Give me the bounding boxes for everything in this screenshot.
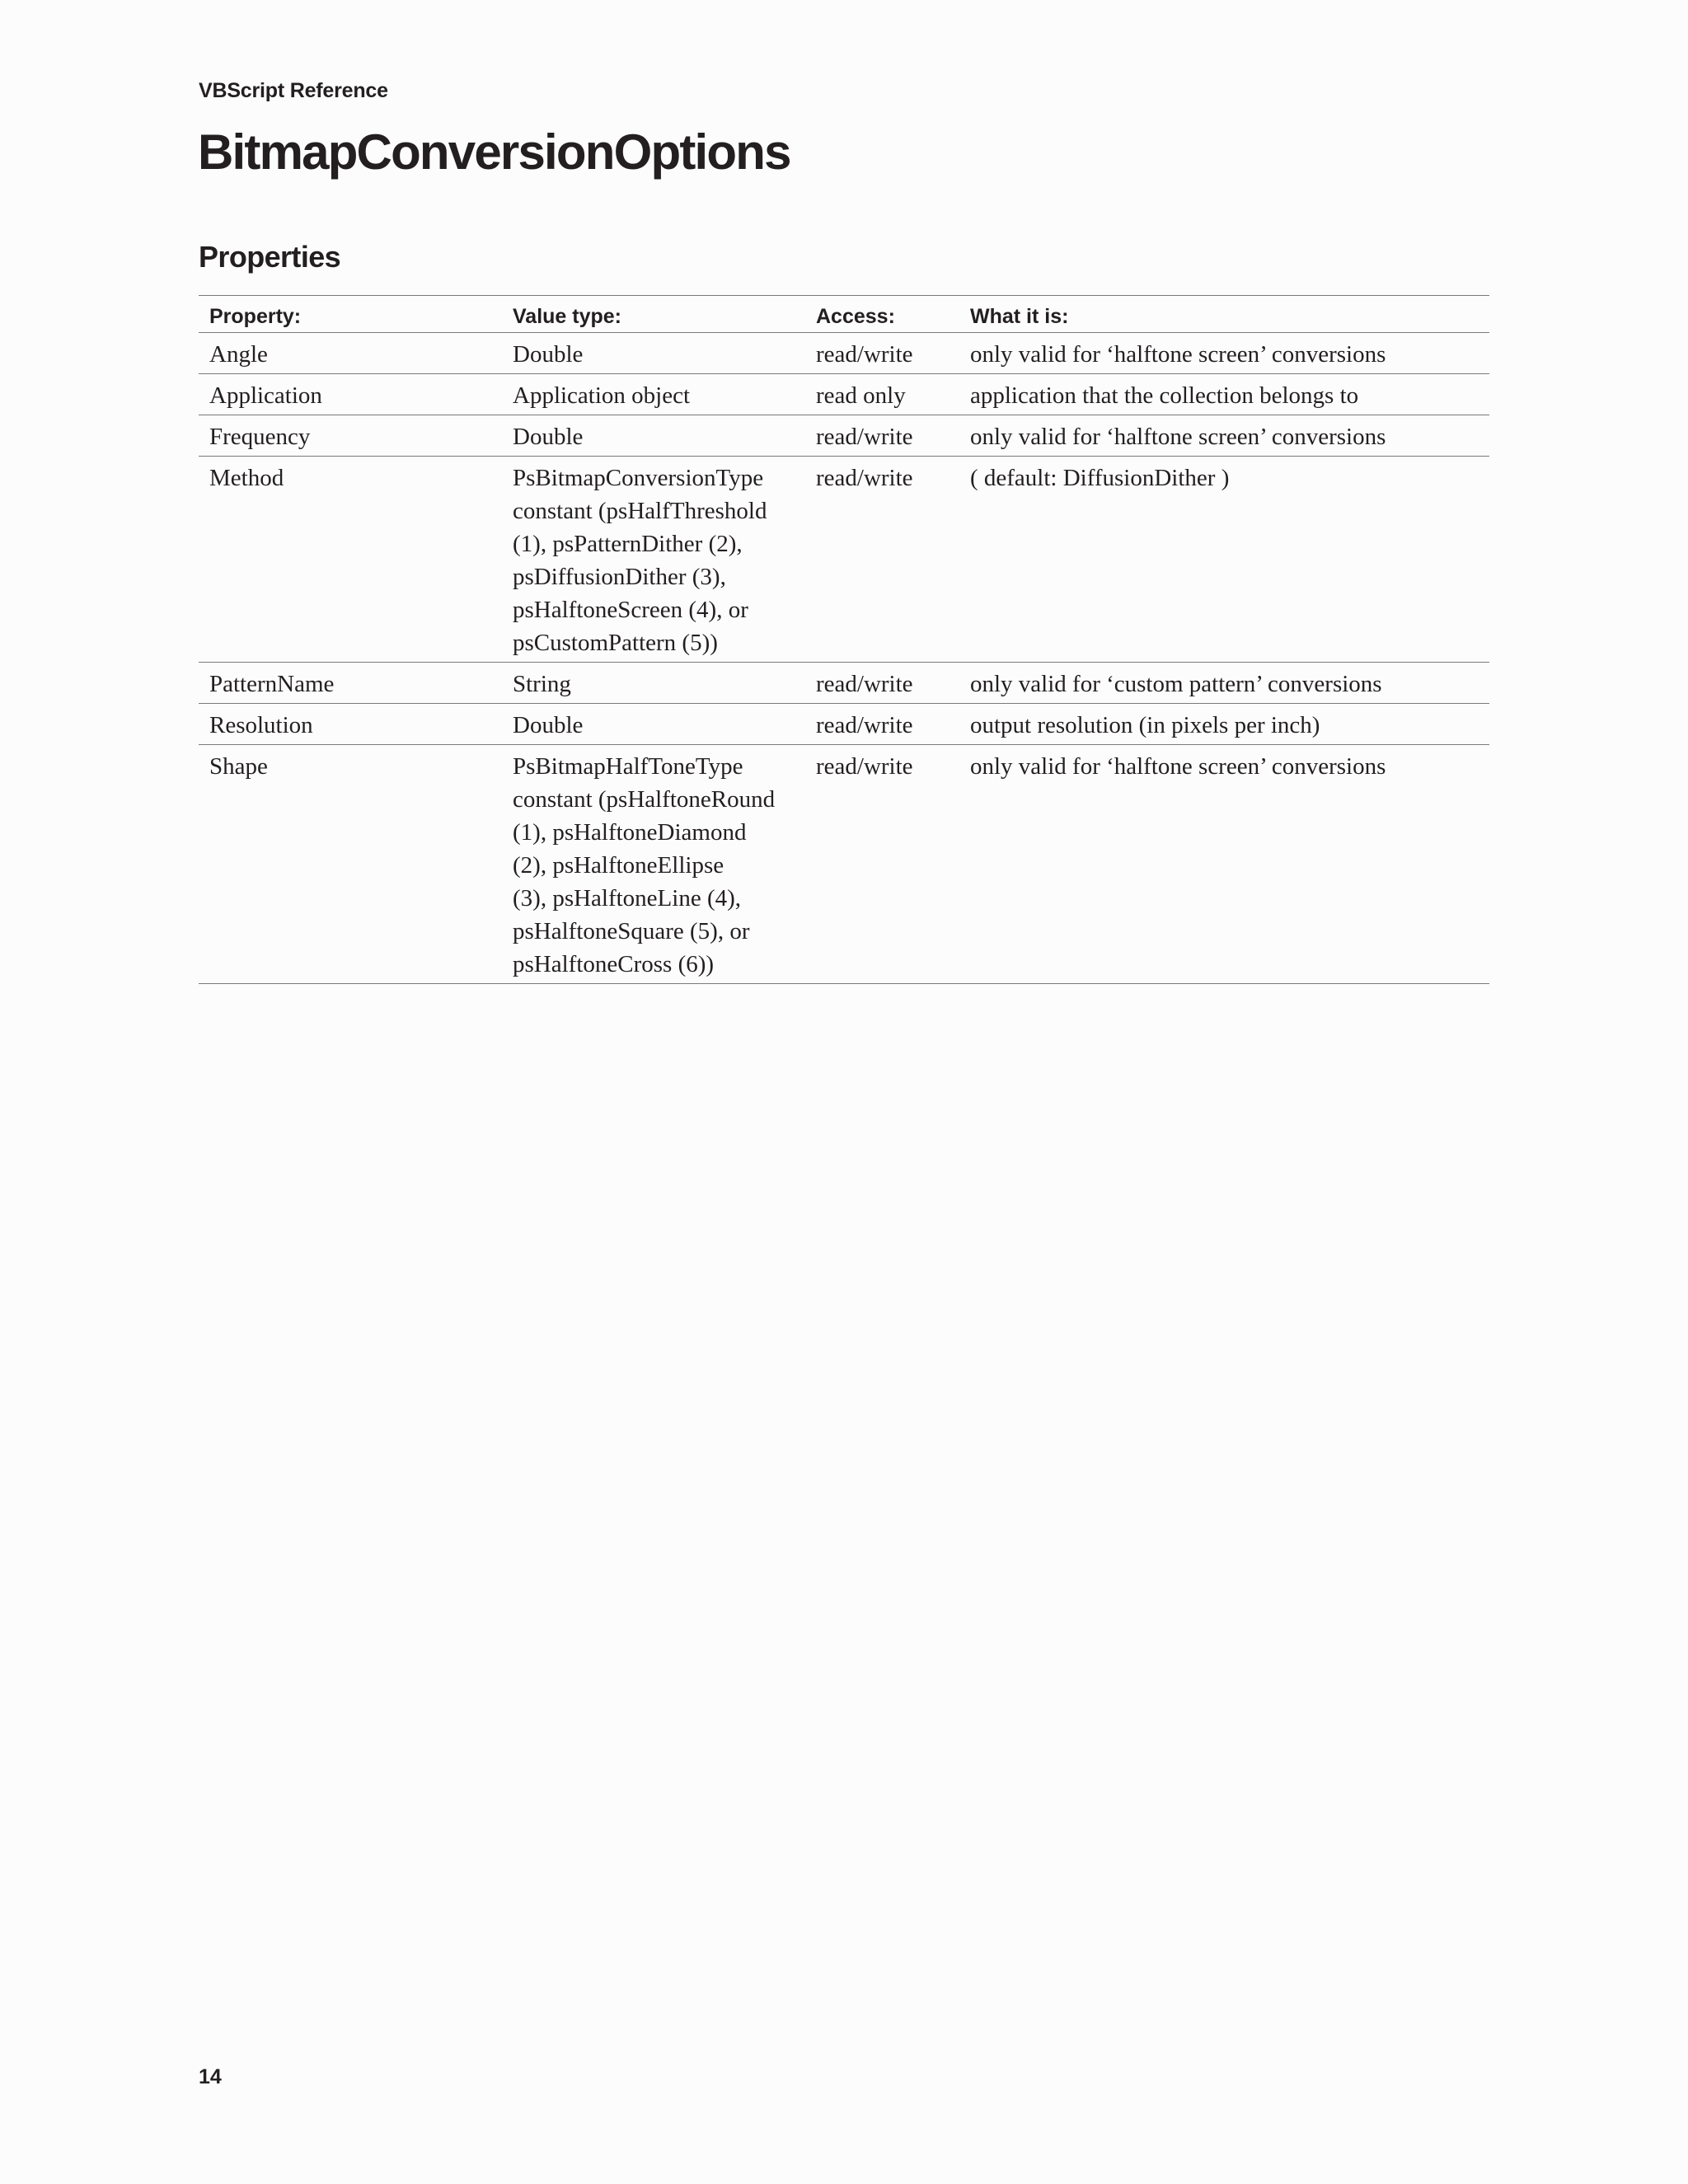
access: read only [805, 374, 959, 415]
column-header-property: Property: [199, 296, 502, 333]
property-name: Angle [199, 333, 502, 374]
value-type: PsBitmapConversionType constant (psHalfThreshold (1), psPatternDither (2), psDiffusionDither (3), psHalftoneScreen (4), or psCustomPattern (5)) [502, 457, 805, 663]
table-row [199, 457, 1489, 663]
description: ( default: DiffusionDither ) [959, 457, 1489, 663]
running-header: VBScript Reference [199, 79, 388, 102]
access: read/write [805, 704, 959, 745]
access: read/write [805, 333, 959, 374]
table-row [199, 415, 1489, 457]
table-row [199, 333, 1489, 374]
description: application that the collection belongs to [959, 374, 1489, 415]
property-name: Application [199, 374, 502, 415]
properties-table [199, 295, 1489, 984]
property-name: Method [199, 457, 502, 663]
page-number: 14 [199, 2065, 222, 2088]
table-header-row [199, 296, 1489, 333]
table-row [199, 704, 1489, 745]
description: output resolution (in pixels per inch) [959, 704, 1489, 745]
table-row [199, 663, 1489, 704]
description: only valid for ‘halftone screen’ conversions [959, 333, 1489, 374]
value-type: Double [502, 704, 805, 745]
column-header-description: What it is: [959, 296, 1489, 333]
property-name: Shape [199, 745, 502, 984]
access: read/write [805, 745, 959, 984]
description: only valid for ‘custom pattern’ conversions [959, 663, 1489, 704]
description: only valid for ‘halftone screen’ conversions [959, 415, 1489, 457]
property-name: Frequency [199, 415, 502, 457]
description: only valid for ‘halftone screen’ conversions [959, 745, 1489, 984]
value-type: String [502, 663, 805, 704]
access: read/write [805, 415, 959, 457]
table-row [199, 745, 1489, 984]
page-title: BitmapConversionOptions [198, 124, 790, 180]
property-name: Resolution [199, 704, 502, 745]
property-name: PatternName [199, 663, 502, 704]
access: read/write [805, 663, 959, 704]
table-row [199, 374, 1489, 415]
value-type: Double [502, 415, 805, 457]
section-heading: Properties [199, 240, 341, 274]
access: read/write [805, 457, 959, 663]
column-header-value-type: Value type: [502, 296, 805, 333]
value-type: PsBitmapHalfToneType constant (psHalftoneRound (1), psHalftoneDiamond (2), psHalftoneEllipse (3), psHalftoneLine (4), psHalftoneSquare (5), or psHalftoneCross (6)) [502, 745, 805, 984]
column-header-access: Access: [805, 296, 959, 333]
value-type: Double [502, 333, 805, 374]
value-type: Application object [502, 374, 805, 415]
